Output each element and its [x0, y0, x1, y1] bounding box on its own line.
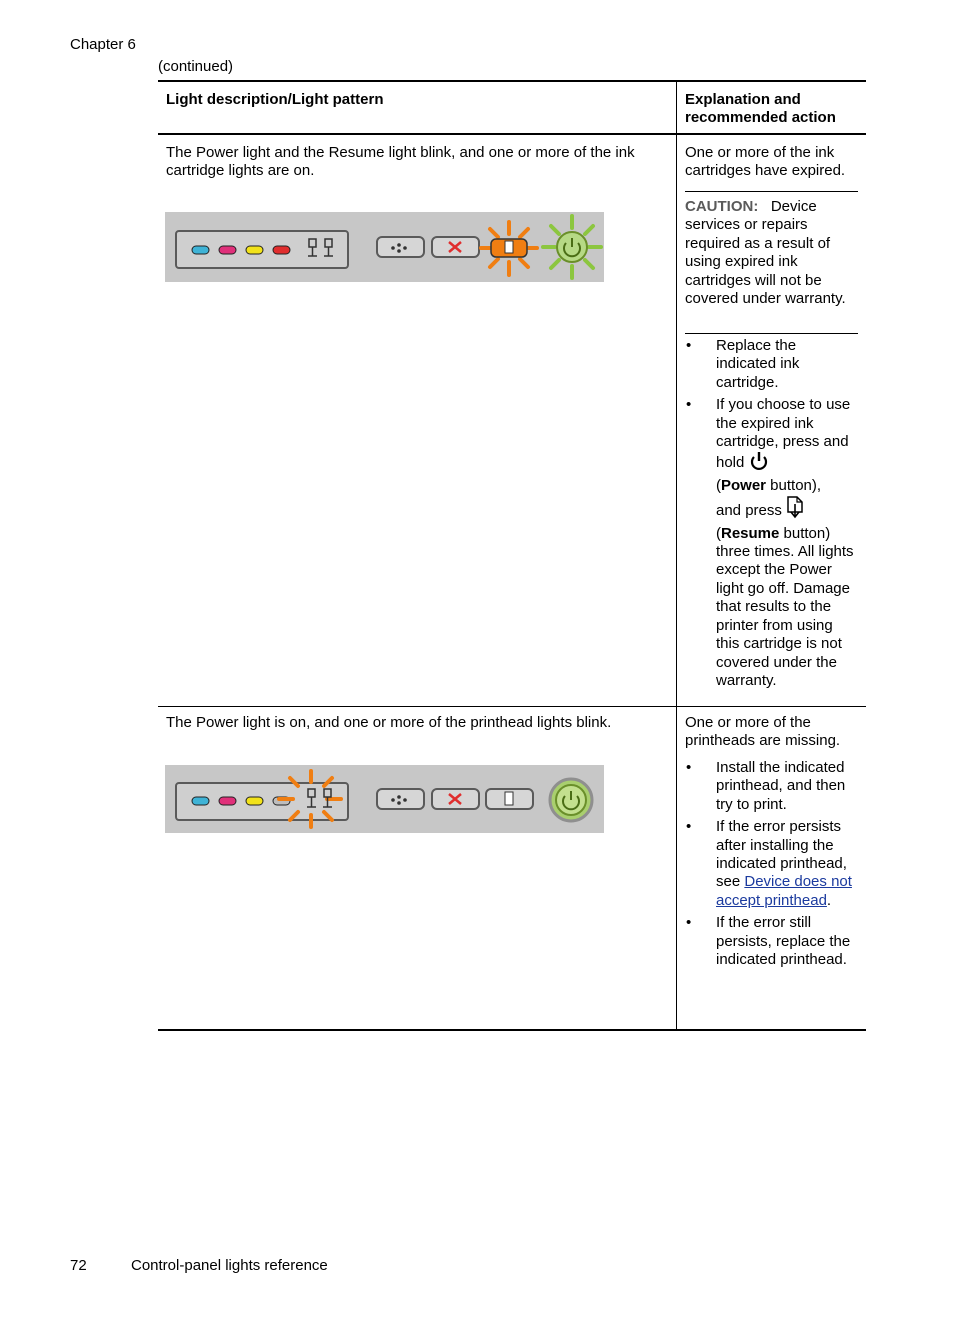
table-bottom-rule	[158, 1029, 866, 1031]
col2-header: Explanation and recommended action	[685, 91, 836, 126]
column-divider	[676, 80, 677, 1031]
power-icon	[749, 451, 769, 476]
list-item: • Replace the indicated ink cartridge.	[685, 337, 860, 392]
page-number: 72	[70, 1257, 87, 1274]
row1-explanation: One or more of the ink cartridges have expired.	[685, 144, 846, 179]
list-item: • If the error still persists, replace the indicated printhead.	[685, 914, 860, 969]
row1-action-list	[685, 337, 860, 694]
table-top-rule	[158, 80, 866, 82]
row2-explanation: One or more of the printheads are missing.	[685, 714, 841, 750]
caution-text: Device services or repairs required as a result of using expired ink cartridges will not be covered under warranty.	[685, 198, 846, 308]
caution-top-rule	[685, 191, 858, 192]
col1-header: Light description/Light pattern	[166, 91, 384, 108]
continued-label: (continued)	[158, 58, 234, 75]
row1-description: The Power light and the Resume light blink, and one or more of the ink cartridge lights are on.	[166, 144, 635, 179]
list-item: • If the error persists after installing the indicated printhead, see Device does not accept printhead.	[685, 818, 860, 910]
control-panel-image-2	[165, 765, 604, 833]
caution-label: CAUTION:	[685, 198, 759, 215]
row2-description: The Power light is on, and one or more of the printhead lights blink.	[166, 714, 612, 731]
footer-section-title: Control-panel lights reference	[131, 1257, 328, 1274]
resume-icon	[786, 495, 804, 524]
row-divider	[158, 706, 866, 707]
caution-bottom-rule	[685, 333, 858, 334]
table-header-rule	[158, 133, 866, 135]
device-does-not-accept-printhead-link[interactable]: Device does not accept printhead	[716, 873, 852, 909]
row2-action-list	[685, 759, 860, 973]
caution-note	[685, 198, 860, 308]
list-item: • If you choose to use the expired ink cartridge, press and hold (Power button), and press (Resume button) three times. All lights except the Power light go off. Damage that results to the printer from using this cartridge is not covered under the warranty.	[685, 396, 860, 690]
control-panel-image-1	[165, 212, 604, 282]
list-item: • Install the indicated printhead, and then try to print.	[685, 759, 860, 814]
chapter-label: Chapter 6	[70, 36, 136, 53]
